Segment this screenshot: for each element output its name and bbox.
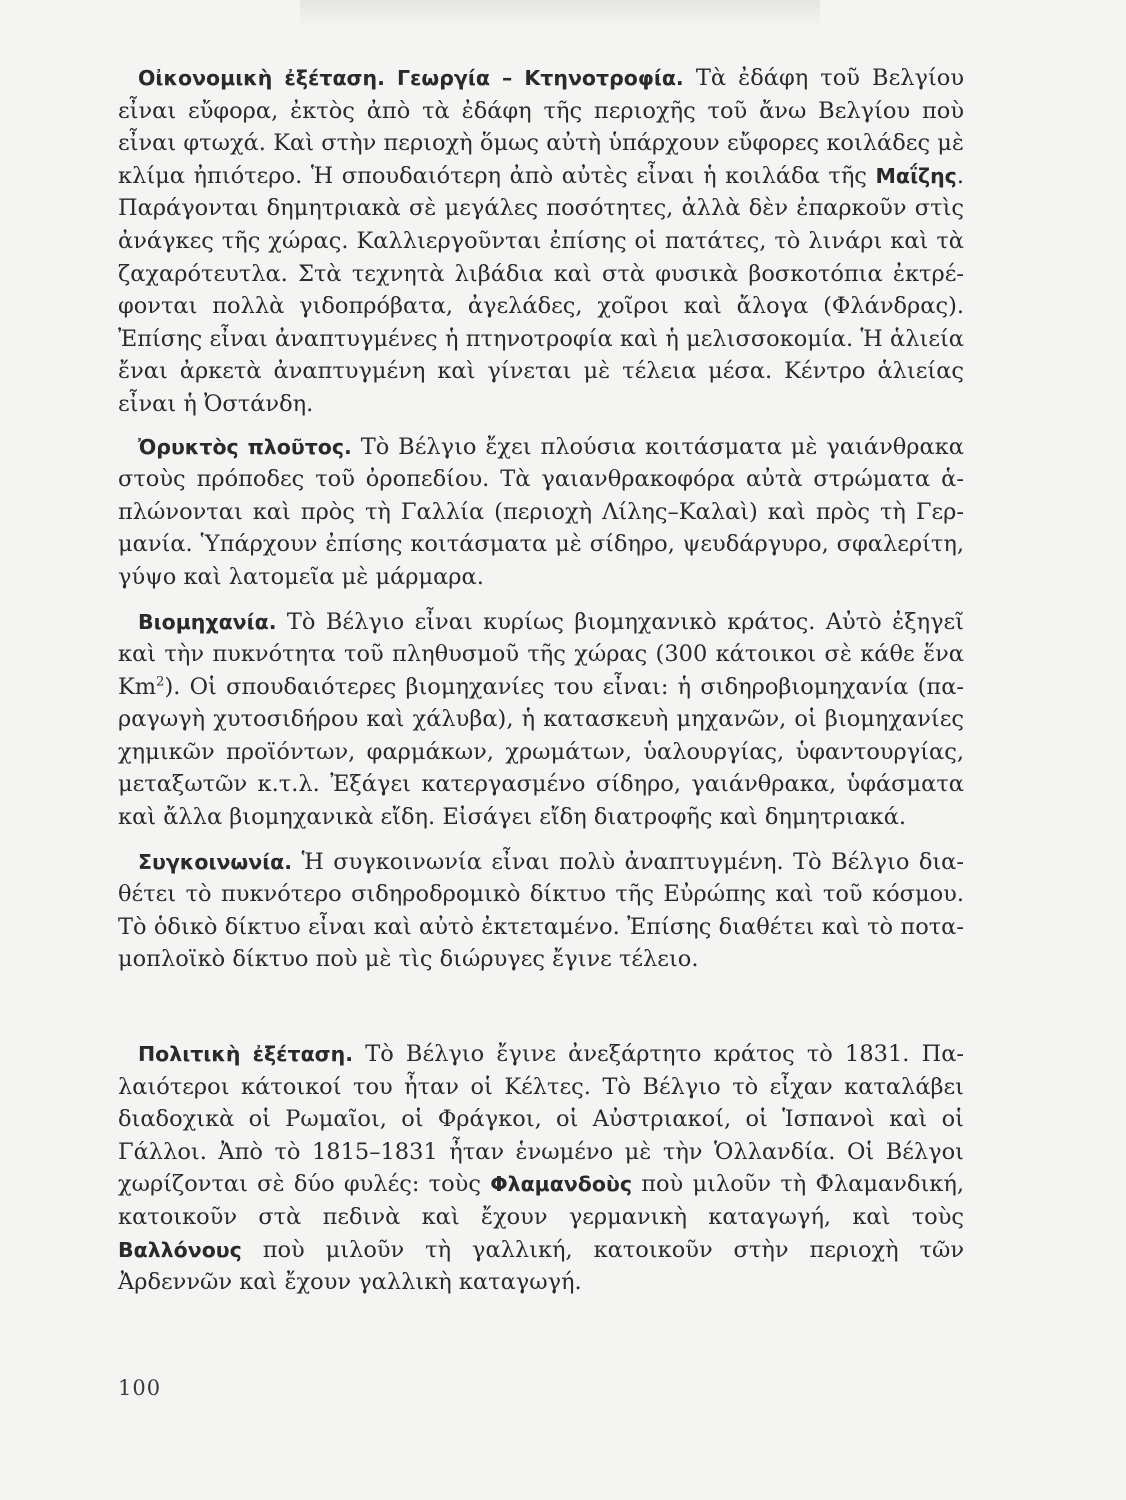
- politics-text-3: ποὺ μιλοῦν τὴ γαλλική, κατοικοῦν στὴν περιοχὴ τῶν Ἀρδεννῶν καὶ ἔχουν γαλλικὴ καταγωγή.: [118, 1236, 964, 1296]
- industry-superscript: 2: [156, 674, 165, 690]
- politics-text-1: Τὸ Βέλγιο ἔγινε ἀνεξάρτητο κράτος τὸ 1831. Παλαιότεροι κάτοικοί του ἦταν οἱ Κέλτες. Τὸ Βέλγιο τὸ εἶχαν καταλάβει διαδοχικὰ οἱ Ρωμαῖοι, οἱ Φράγκοι, οἱ Αὐστριακοί, οἱ Ἱσπανοὶ καὶ οἱ Γάλλοι. Ἀπὸ τὸ 1815–1831 ἦταν ἑνωμένο μὲ τὴν Ὁλλανδία. Οἱ Βέλγοι χωρίζονται σὲ δύο φυλές: τοὺς: [118, 1041, 965, 1198]
- economy-bold-maizis: Μαΐζης: [875, 163, 957, 188]
- politics-text-2: ποὺ μιλοῦν τὴ Φλαμανδική, κατοικοῦν στὰ πεδινὰ καὶ ἔχουν γερμανικὴ καταγωγή, καὶ τοὺς: [118, 1171, 964, 1230]
- heading-politics: Πολιτικὴ ἐξέταση.: [138, 1042, 354, 1067]
- economy-text-2: . Παράγονται δημητριακὰ σὲ μεγάλες ποσότητες, ἀλλὰ δὲν ἐπαρκοῦν στὶς ἀνάγκες τῆς χώρας. Καλλιεργοῦνται ἐπίσης οἱ πατάτες, τὸ λινάρι καὶ τὰ ζαχαρότευτλα. Στὰ τεχνητὰ λιβάδια καὶ στὰ φυσικὰ βοσκοτόπια ἐκτρέφονται πολλὰ γιδοπρόβατα, ἀγελάδες, χοῖροι καὶ ἄλογα (Φλάνδρας). Ἐπίσης εἶναι ἀναπτυγμένες ἡ πτηνοτροφία καὶ ἡ μελισσοκομία. Ἡ ἁλιεία ἔναι ἀρκετὰ ἀναπτυγμένη καὶ γίνεται μὲ τέλεια μέσα. Κέντρο ἁλιείας εἶναι ἡ Ὀστάνδη.: [118, 162, 964, 417]
- paragraph-gap: [118, 834, 964, 846]
- heading-communication: Συγκοινωνία.: [138, 849, 293, 874]
- scan-shadow: [300, 0, 820, 28]
- industry-text-1: Τὸ Βέλγιο εἶναι κυρίως βιομηχανικὸ κράτος. Αὐτὸ ἐξηγεῖ καὶ τὴν πυκνότητα τοῦ πληθυσμοῦ τῆς χώρας (300 κάτοικοι σὲ κάθε ἕνα Km: [118, 608, 964, 700]
- minerals-text: Τὸ Βέλγιο ἔχει πλούσια κοιτάσματα μὲ γαιάνθρακα στοὺς πρόποδες τοῦ ὀροπεδίου. Τὰ γαιανθρακοφόρα αὐτὰ στρώματα ἁπλώνονται καὶ πρὸς τὴ Γαλλία (περιοχὴ Λίλης–Καλαὶ) καὶ πρὸς τὴ Γερμανία. Ὑπάρχουν ἐπίσης κοιτάσματα μὲ σίδηρο, ψευδάργυρο, σφαλερίτη, γύψο καὶ λατομεῖα μὲ μάρμαρα.: [118, 433, 964, 590]
- paragraph-minerals: [118, 431, 964, 594]
- page-body: [118, 62, 964, 1299]
- economy-text-1: Τὰ ἐδάφη τοῦ Βελγίου εἶναι εὔφορα, ἐκτὸς ἀπὸ τὰ ἐδάφη τῆς περιοχῆς τοῦ ἄνω Βελγίου ποὺ εἶναι φτωχά. Καὶ στὴν περιοχὴ ὅμως αὐτὴ ὑπάρχουν εὔφορες κοιλάδες μὲ κλίμα ἠπιότερο. Ἡ σπουδαιότερη ἀπὸ αὐτὲς εἶναι ἡ κοιλάδα τῆς: [118, 65, 964, 189]
- heading-industry: Βιομηχανία.: [138, 609, 277, 634]
- paragraph-communication: [118, 846, 964, 976]
- paragraph-gap: [118, 594, 964, 606]
- paragraph-economy: [118, 62, 964, 421]
- heading-minerals: Ὀρυκτὸς πλοῦτος.: [138, 434, 352, 459]
- politics-bold-flemish: Φλαμανδοὺς: [490, 1172, 632, 1197]
- paragraph-industry: [118, 606, 964, 834]
- page-number: 100: [118, 1376, 162, 1400]
- paragraph-gap: [118, 421, 964, 431]
- communication-text: Ἡ συγκοινωνία εἶναι πολὺ ἀναπτυγμένη. Τὸ Βέλγιο διαθέτει τὸ πυκνότερο σιδηροδρομικὸ δίκτυο τῆς Εὐρώπης καὶ τοῦ κόσμου. Τὸ ὁδικὸ δίκτυο εἶναι καὶ αὐτὸ ἐκτεταμένο. Ἐπίσης διαθέτει καὶ τὸ ποταμοπλοϊκὸ δίκτυο ποὺ μὲ τὶς διώρυγες ἔγινε τέλειο.: [118, 848, 964, 973]
- paragraph-politics: [118, 1038, 964, 1299]
- industry-text-2: ). Οἱ σπουδαιότερες βιομηχανίες του εἶναι: ἡ σιδηροβιομηχανία (παραγωγὴ χυτοσιδήρου καὶ χάλυβα), ἡ κατασκευὴ μηχανῶν, οἱ βιομηχανίες χημικῶν προϊόντων, φαρμάκων, χρωμάτων, ὑαλουργίας, ὑφαντουργίας, μεταξωτῶν κ.τ.λ. Ἐξάγει κατεργασμένο σίδηρο, γαιάνθρακα, ὑφάσματα καὶ ἄλλα βιομηχανικὰ εἴδη. Εἰσάγει εἴδη διατροφῆς καὶ δημητριακά.: [118, 673, 964, 831]
- section-gap: [118, 976, 964, 1038]
- politics-bold-walloons: Βαλλόνους: [118, 1237, 242, 1262]
- heading-economy: Οἰκονομικὴ ἐξέταση. Γεωργία – Κτηνοτροφία.: [138, 66, 684, 90]
